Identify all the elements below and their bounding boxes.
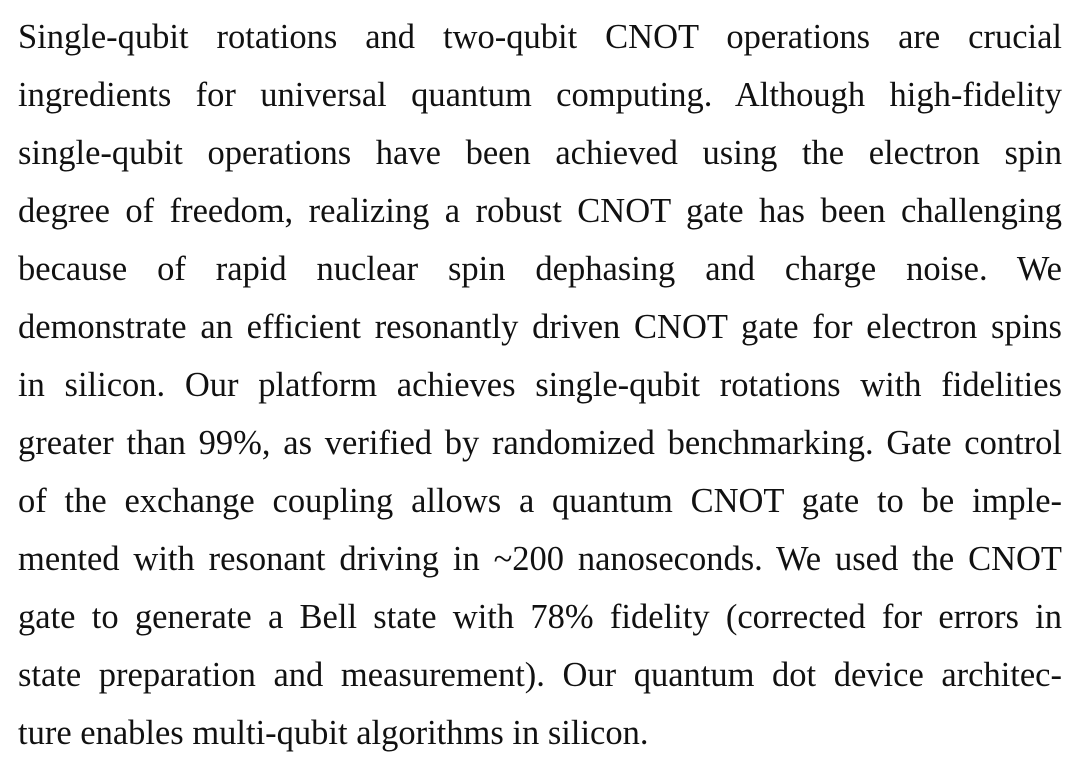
- text-line-6: demonstrate an efficient resonantly driven CNOT gate for electron spins: [18, 308, 1062, 346]
- text-line-4: degree of freedom, realizing a robust CNOT gate has been challenging: [18, 192, 1062, 230]
- text-line-13: ture enables multi-qubit algorithms in silicon.: [18, 714, 649, 752]
- text-line-2: ingredients for universal quantum computing. Although high-fidelity: [18, 76, 1062, 114]
- text-line-8: greater than 99%, as verified by randomized benchmarking. Gate control: [18, 424, 1062, 462]
- text-line-5: because of rapid nuclear spin dephasing and charge noise. We: [18, 250, 1062, 288]
- text-line-1: Single-qubit rotations and two-qubit CNOT operations are crucial: [18, 18, 1062, 56]
- text-line-10: mented with resonant driving in ~200 nanoseconds. We used the CNOT: [18, 540, 1062, 578]
- text-line-7: in silicon. Our platform achieves single-qubit rotations with fidelities: [18, 366, 1062, 404]
- text-line-11: gate to generate a Bell state with 78% fidelity (corrected for errors in: [18, 598, 1062, 636]
- text-line-3: single-qubit operations have been achieved using the electron spin: [18, 134, 1062, 172]
- text-line-12: state preparation and measurement). Our quantum dot device architec-: [18, 656, 1062, 694]
- text-line-9: of the exchange coupling allows a quantum CNOT gate to be imple-: [18, 482, 1062, 520]
- abstract-paragraph: [18, 12, 1062, 766]
